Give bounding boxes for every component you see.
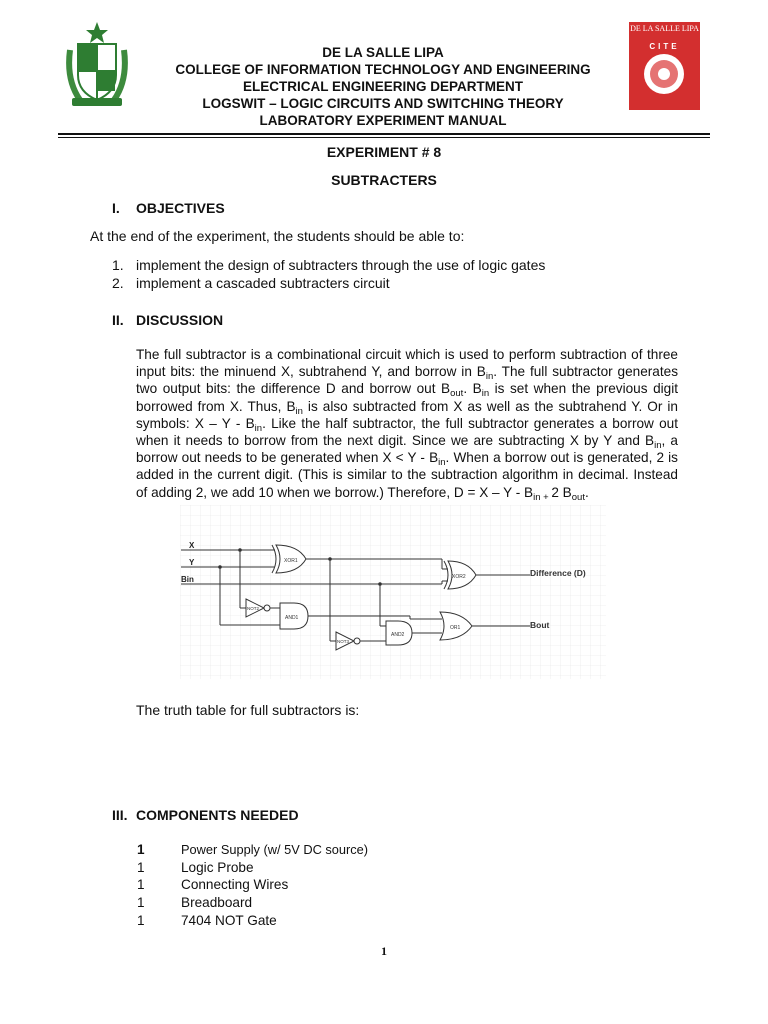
input-bin-label: Bin [181,575,194,584]
full-subtractor-circuit [180,505,606,679]
experiment-number: EXPERIMENT # 8 [326,144,442,160]
page-number: 1 [381,944,387,958]
subscript: in [481,388,490,400]
xor1-label: XOR1 [284,558,298,564]
experiment-title: SUBTRACTERS [331,172,437,188]
cite-logo-letters: CITE [649,42,680,51]
subscript: out [450,388,464,400]
subscript: in [438,457,446,469]
not3-label: NOT3 [337,639,350,644]
school-seal-logo [62,20,132,112]
subscript: in [485,371,494,383]
input-x-label: X [189,541,195,550]
college-name: COLLEGE OF INFORMATION TECHNOLOGY AND ENGINEERING [175,62,591,77]
text-run: is also subtracted from X as well as the subtrahend Y. Or in symbols: X – Y - B [136,398,678,431]
component-name: Breadboard [181,895,253,910]
subscript: out [571,491,585,503]
subscript: in [654,440,662,452]
header-rule-thin [58,137,710,138]
subscript: in + [533,491,552,503]
component-name: 7404 NOT Gate [181,913,277,928]
subscript: in [254,422,263,434]
component-name: Power Supply (w/ 5V DC source) [181,842,369,857]
course-title: LOGSWIT – LOGIC CIRCUITS AND SWITCHING THEORY [202,96,564,111]
truth-table-intro: The truth table for full subtractors is: [136,702,360,718]
text-run: 2 B [551,484,572,500]
text-run: . When a borrow out is generated, 2 is added in the current digit. (This is similar to the subtraction algorithm in decimal. Instead of adding 2, we add 10 when we borrow.) Therefore, D = X – Y - B [136,450,678,500]
text-run: , a borrow out needs to be generated when X < Y - B [136,433,678,466]
component-qty: 1 [137,913,145,928]
components-heading: COMPONENTS NEEDED [136,807,299,823]
or1-label: OR1 [450,625,461,631]
objective-number: 2. [112,275,124,291]
difference-output-label: Difference (D) [530,568,586,578]
cite-logo [629,22,700,110]
objective-item: implement a cascaded subtracters circuit [136,275,390,291]
text-run: . B [463,381,482,397]
objective-number: 1. [112,257,124,273]
text-run: The full subtractor is a combinational circuit which is used to perform subtraction of three input bits: the minuend X, subtrahend Y, and borrow in B [136,347,678,380]
section-number-discussion: II. [112,312,124,328]
input-y-label: Y [189,558,195,567]
cite-logo-caption: DE LA SALLE LIPA [630,24,699,33]
discussion-paragraph [136,346,678,501]
component-name: Logic Probe [181,860,254,875]
department-name: ELECTRICAL ENGINEERING DEPARTMENT [242,79,523,94]
institution-name: DE LA SALLE LIPA [322,45,444,60]
component-qty: 1 [137,895,145,910]
component-qty: 1 [137,842,145,857]
and2-label: AND2 [391,632,405,638]
component-qty: 1 [137,877,145,892]
component-name: Connecting Wires [181,877,289,892]
manual-title: LABORATORY EXPERIMENT MANUAL [259,113,507,128]
objectives-heading: OBJECTIVES [136,200,225,216]
text-run: . The full subtractor generates two output bits: the difference D and borrow out B [136,364,679,397]
subscript: in [295,405,303,417]
discussion-heading: DISCUSSION [136,312,224,328]
header-rule-thick [58,133,710,135]
text-run: . Like the half subtractor, the full subtractor generates a borrow out when it needs to borrow from the next digit. Since we are subtracting X by Y and B [136,415,678,449]
xor2-label: XOR2 [452,574,466,580]
objective-item: implement the design of subtracters through the use of logic gates [136,257,546,273]
not2-label: NOT2 [247,606,260,611]
objectives-intro: At the end of the experiment, the students should be able to: [90,228,465,244]
section-number-objectives: I. [112,200,120,216]
text-run: . [584,484,589,500]
component-qty: 1 [137,860,145,875]
and1-label: AND1 [285,615,299,621]
text-run: is set when the previous digit borrowed from X. Thus, B [136,381,679,414]
circuit-diagram [180,505,606,679]
bout-output-label: Bout [530,620,550,630]
section-number-components: III. [112,807,128,823]
